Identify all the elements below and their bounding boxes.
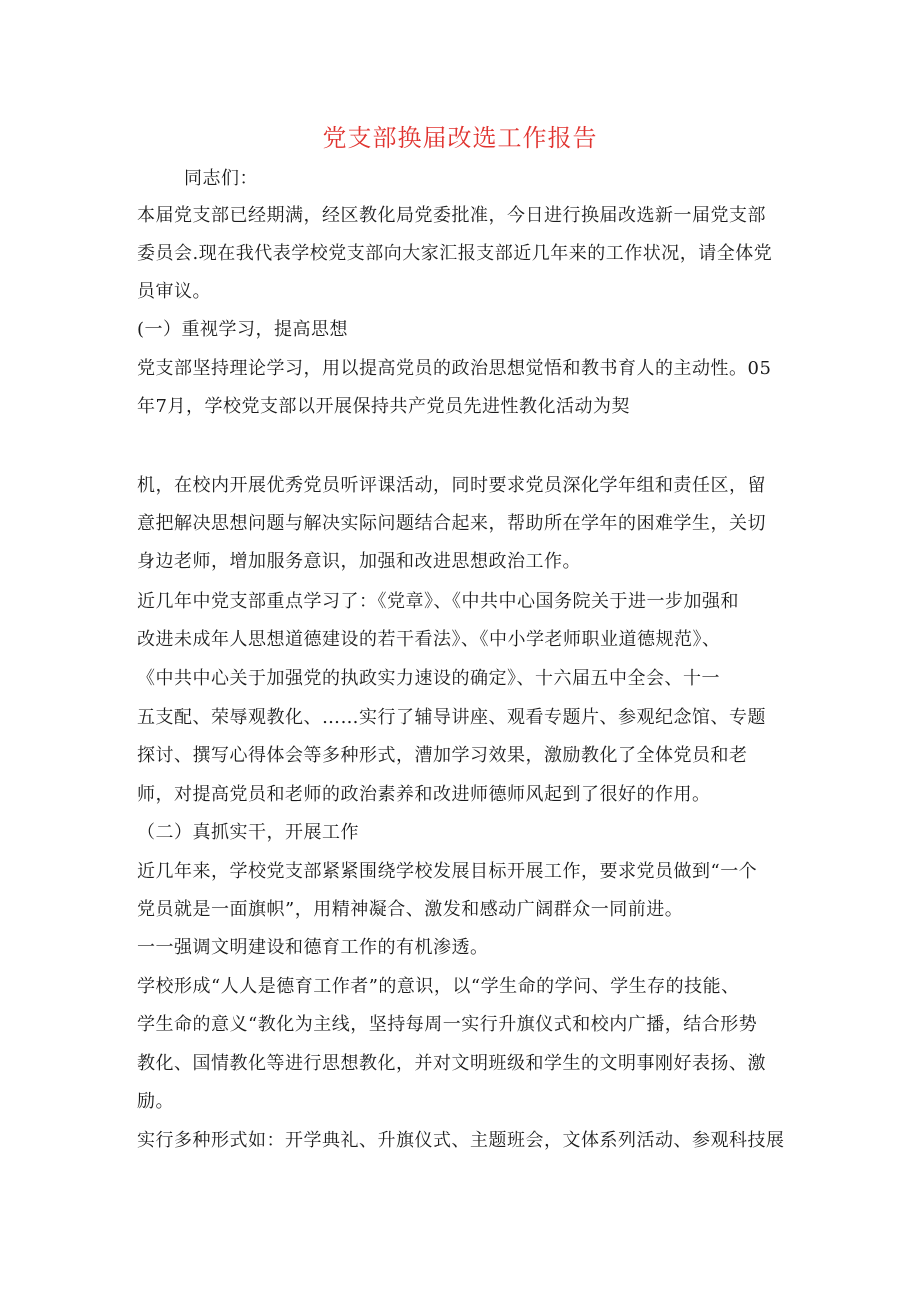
paragraph-line: 委员会.现在我代表学校党支部向大家汇报支部近几年来的工作状况，请全体党 (137, 243, 773, 264)
paragraph-line: 师，对提高党员和老师的政治素养和改进师德师风起到了很好的作用。 (137, 784, 711, 805)
paragraph-line: 党支部坚持理论学习，用以提高党员的政治思想觉悟和教书育人的主动性。05 (137, 358, 772, 379)
paragraph-line: 学校形成“人人是德育工作者”的意识，以“学生命的学问、学生存的技能、 (137, 976, 740, 997)
document-title: 党支部换届改选工作报告 (322, 124, 598, 152)
paragraph-line: 机，在校内开展优秀党员听评课活动，同时要求党员深化学年组和责任区，留 (137, 475, 766, 496)
paragraph-line: 身边老师，增加服务意识，加强和改进思想政治工作。 (137, 551, 581, 572)
paragraph-line: 《中共中心关于加强党的执政实力速设的确定》、十六届五中全会、十一 (137, 668, 720, 689)
paragraph-line: 员审议。 (137, 281, 211, 302)
paragraph-line: 近几年来，学校党支部紧紧围绕学校发展目标开展工作，要求党员做到“一个 (137, 861, 758, 882)
section-heading: （二）真抓实干，开展工作 (137, 822, 359, 843)
paragraph-line: 近几年中党支部重点学习了：《党章》、《中共中心国务院关于进一步加强和 (137, 591, 739, 612)
paragraph-line: 意把解决思想问题与解决实际问题结合起来，帮助所在学年的困难学生，关切 (137, 513, 766, 534)
paragraph-line: 年7月，学校党支部以开展保持共产党员先进性教化活动为契 (137, 396, 630, 417)
paragraph-line: 五支配、荣辱观教化、……实行了辅导讲座、观看专题片、参观纪念馆、专题 (137, 707, 766, 728)
subsection-heading: 一一强调文明建设和德育工作的有机渗透。 (137, 937, 489, 958)
paragraph-line: 实行多种形式如：开学典礼、升旗仪式、主题班会，文体系列活动、参观科技展 (137, 1130, 785, 1151)
paragraph-line: 党员就是一面旗帜”，用精神凝合、激发和感动广阔群众一同前进。 (137, 899, 684, 920)
paragraph-line: 教化、国情教化等进行思想教化，并对文明班级和学生的文明事刚好表扬、激 (137, 1053, 766, 1074)
paragraph-line: 改进未成年人思想道德建设的若干看法》、《中小学老师职业道德规范》、 (137, 629, 721, 650)
paragraph-line: 探讨、撰写心得体会等多种形式，漕加学习效果，激励教化了全体党员和老 (137, 745, 748, 766)
salutation: 同志们： (184, 168, 258, 189)
section-heading: (一）重视学习，提高思想 (137, 319, 349, 340)
paragraph-line: 学生命的意义“教化为主线，坚持每周一实行升旗仪式和校内广播，结合形势 (137, 1014, 758, 1035)
paragraph-line: 本届党支部已经期满，经区教化局党委批准，今日进行换届改选新一届党支部 (137, 205, 766, 226)
paragraph-line: 励。 (137, 1091, 174, 1112)
